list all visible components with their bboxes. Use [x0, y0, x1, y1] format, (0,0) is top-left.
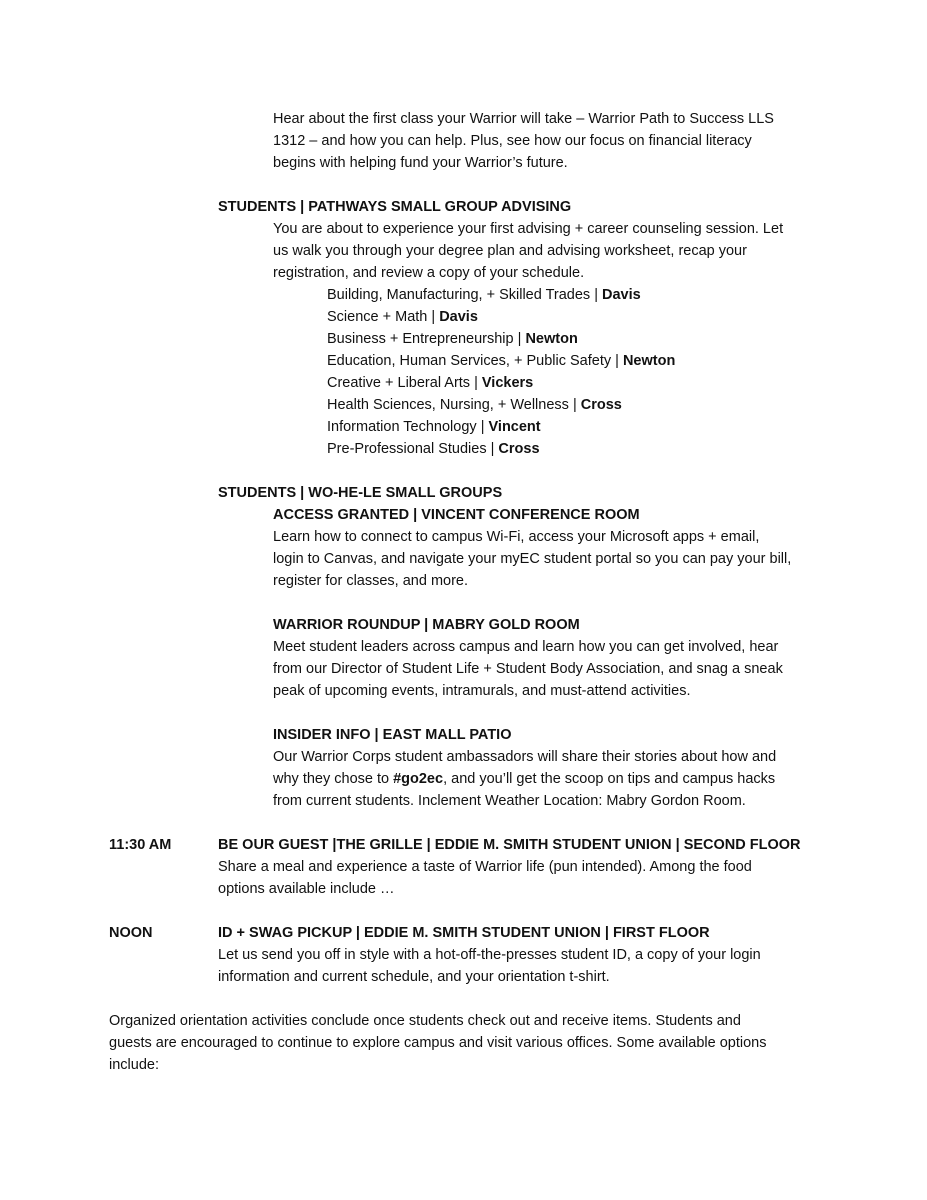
group-separator: | [427, 309, 440, 325]
closing-line-1: Organized orientation activities conclude once students check out and receive items. Students and [109, 1013, 741, 1029]
intro-line-2: 1312 – and how you can help. Plus, see how our focus on financial literacy [273, 133, 752, 149]
session-line: login to Canvas, and navigate your myEC student portal so you can pay your bill, [273, 551, 792, 567]
lunch-title: BE OUR GUEST |THE GRILLE | EDDIE M. SMITH STUDENT UNION | SECOND FLOOR [218, 837, 801, 853]
advising-group [327, 350, 675, 372]
advising-line-1: You are about to experience your first advising + career counseling session. Let [273, 221, 784, 237]
session-line [273, 768, 775, 790]
lunch-line-2: options available include … [218, 881, 395, 897]
pickup-line-1: Let us send you off in style with a hot-off-the-presses student ID, a copy of your login [218, 947, 761, 963]
advising-group [327, 372, 533, 394]
session-line: Our Warrior Corps student ambassadors will share their stories about how and [273, 749, 777, 765]
closing-line-3: include: [109, 1057, 159, 1073]
group-separator: | [513, 331, 526, 347]
advising-group [327, 438, 540, 460]
group-room: Davis [439, 309, 478, 325]
group-room: Newton [525, 331, 578, 347]
session-title-insider-info: INSIDER INFO | EAST MALL PATIO [273, 727, 512, 743]
pickup-title: ID + SWAG PICKUP | EDDIE M. SMITH STUDENT UNION | FIRST FLOOR [218, 925, 710, 941]
group-separator: | [568, 397, 581, 413]
woheleh-heading: STUDENTS | WO-HE-LE SMALL GROUPS [218, 485, 503, 501]
session-text: , and you’ll get the scoop on tips and campus hacks [443, 771, 776, 787]
session-line: peak of upcoming events, intramurals, and must-attend activities. [273, 683, 691, 699]
group-name: Information Technology [327, 419, 477, 435]
group-room: Vickers [481, 375, 534, 391]
advising-group [327, 306, 478, 328]
group-name: Business + Entrepreneurship [327, 331, 514, 347]
group-room: Davis [602, 287, 641, 303]
group-separator: | [486, 441, 499, 457]
group-name: Creative + Liberal Arts [327, 375, 471, 391]
advising-group [327, 416, 541, 438]
session-title-warrior-roundup: WARRIOR ROUNDUP | MABRY GOLD ROOM [273, 617, 580, 633]
session-line: register for classes, and more. [273, 573, 469, 589]
group-separator: | [590, 287, 602, 303]
group-room: Vincent [488, 419, 541, 435]
group-separator: | [476, 419, 489, 435]
session-line: Learn how to connect to campus Wi-Fi, access your Microsoft apps + email, [273, 529, 760, 545]
intro-line-1: Hear about the first class your Warrior will take – Warrior Path to Success LLS [273, 111, 774, 127]
advising-group [327, 394, 622, 416]
advising-group [327, 284, 641, 306]
advising-heading: STUDENTS | PATHWAYS SMALL GROUP ADVISING [218, 199, 572, 215]
group-separator: | [611, 353, 623, 369]
group-room: Newton [622, 353, 676, 369]
session-line: Meet student leaders across campus and learn how you can get involved, hear [273, 639, 779, 655]
advising-line-2: us walk you through your degree plan and advising worksheet, recap your [273, 243, 747, 259]
session-text: why they chose to [273, 771, 394, 787]
group-name: Science + Math [327, 309, 428, 325]
group-name: Health Sciences, Nursing, + Wellness [327, 397, 569, 413]
lunch-time: 11:30 AM [109, 837, 172, 853]
advising-line-3: registration, and review a copy of your schedule. [273, 265, 585, 281]
intro-line-3: begins with helping fund your Warrior’s future. [273, 155, 568, 171]
pickup-time: NOON [109, 925, 153, 941]
closing-line-2: guests are encouraged to continue to explore campus and visit various offices. Some available options [109, 1035, 767, 1051]
hashtag: #go2ec [393, 771, 444, 787]
session-line: from current students. Inclement Weather Location: Mabry Gordon Room. [273, 793, 746, 809]
group-room: Cross [580, 397, 622, 413]
group-name: Building, Manufacturing, + Skilled Trades [327, 287, 591, 303]
session-line: from our Director of Student Life + Student Body Association, and snag a sneak [273, 661, 783, 677]
group-separator: | [470, 375, 482, 391]
lunch-line-1: Share a meal and experience a taste of Warrior life (pun intended). Among the food [218, 859, 752, 875]
group-name: Education, Human Services, + Public Safety [327, 353, 612, 369]
group-name: Pre-Professional Studies [327, 441, 487, 457]
advising-group [327, 328, 578, 350]
group-room: Cross [498, 441, 540, 457]
session-title-access-granted: ACCESS GRANTED | VINCENT CONFERENCE ROOM [273, 507, 640, 523]
pickup-line-2: information and current schedule, and your orientation t-shirt. [218, 969, 610, 985]
